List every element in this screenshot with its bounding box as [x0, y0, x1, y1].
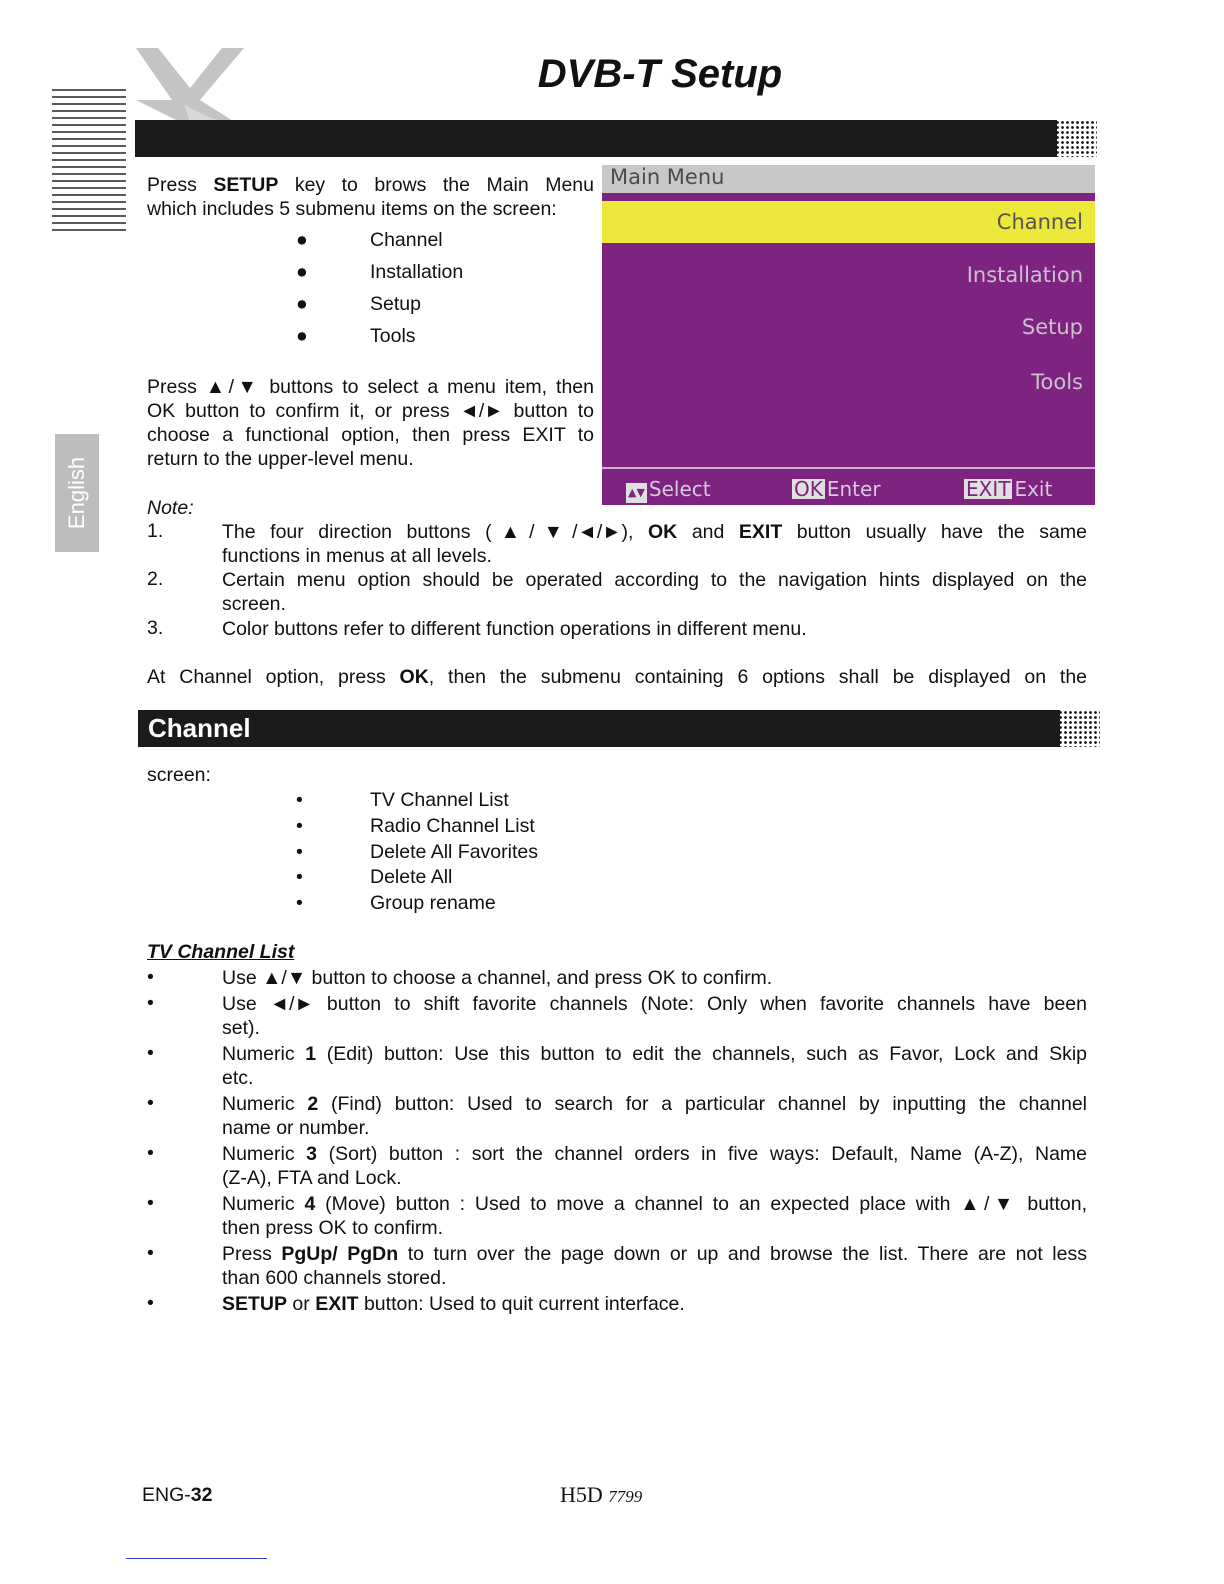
note-number: 1. — [147, 520, 164, 542]
tv-list-bullet-5-line-2: (Z-A), FTA and Lock. — [222, 1167, 402, 1189]
list-item: Group rename — [370, 892, 496, 914]
menu-item-channel: Channel — [996, 210, 1083, 234]
header-bar — [135, 120, 1057, 157]
bullet: ● — [296, 261, 308, 283]
tv-list-bullet-1: Use ▲/▼ button to choose a channel, and press OK to confirm. — [222, 967, 773, 989]
language-tab: English — [55, 434, 99, 552]
main-menu-screenshot — [602, 165, 1095, 505]
arrow-keys-icon: ▲▼ — [626, 483, 647, 503]
bullet: • — [147, 1042, 154, 1064]
menu-item-tools: Tools — [1031, 370, 1083, 394]
tv-list-bullet-8: SETUP or EXIT button: Used to quit current interface. — [222, 1293, 685, 1315]
note-2-line-1: Certain menu option should be operated according to the navigation hints displayed on the — [222, 569, 1087, 591]
brand-logo — [132, 44, 252, 128]
tv-list-bullet-3-line-1: Numeric 1 (Edit) button: Use this button to edit the channels, such as Favor, Lock and Skip — [222, 1043, 1088, 1065]
nav-line-2: OK button to confirm it, or press ◄/► button to — [147, 400, 594, 422]
bullet: ● — [296, 229, 308, 251]
tv-list-bullet-5-line-1: Numeric 3 (Sort) button : sort the channel orders in five ways: Default, Name (A-Z), Name — [222, 1143, 1088, 1165]
bullet: • — [147, 992, 154, 1014]
header-bar-dots — [1055, 120, 1097, 157]
tv-list-bullet-2-line-1: Use ◄/► button to shift favorite channels (Note: Only when favorite channels have been — [222, 993, 1087, 1015]
note-1-line-1: The four direction buttons (▲/▼/◄/►), OK and EXIT button usually have the same — [222, 521, 1087, 543]
note-label: Note: — [147, 497, 194, 519]
bullet: • — [296, 892, 303, 914]
screen-word: screen: — [147, 764, 211, 786]
tv-list-bullet-6-line-2: then press OK to confirm. — [222, 1217, 444, 1239]
tv-list-bullet-3-line-2: etc. — [222, 1067, 254, 1089]
bullet: • — [296, 789, 303, 811]
list-item: Delete All — [370, 866, 453, 888]
bullet: ● — [296, 293, 308, 315]
intro-line-1: Press SETUP key to brows the Main Menu — [147, 174, 594, 196]
section-bar-dots — [1058, 710, 1100, 747]
tv-list-bullet-4-line-2: name or number. — [222, 1117, 370, 1139]
bullet: • — [296, 815, 303, 837]
model-logo: H5D 7799 — [560, 1482, 643, 1507]
bullet: • — [296, 866, 303, 888]
bullet: • — [296, 841, 303, 863]
bullet: ● — [296, 325, 308, 347]
nav-line-1: Press ▲/▼ buttons to select a menu item, then — [147, 376, 594, 398]
tv-list-bullet-7-line-1: Press PgUp/ PgDn to turn over the page down or up and browse the list. There are not less — [222, 1243, 1087, 1265]
tv-list-bullet-4-line-1: Numeric 2 (Find) button: Used to search for a particular channel by inputting the channel — [222, 1093, 1088, 1115]
list-item: Channel — [370, 229, 443, 251]
channel-intro-line: At Channel option, press OK, then the submenu containing 6 options shall be displayed on the — [147, 666, 1088, 688]
bottom-rule — [126, 1558, 267, 1559]
note-number: 2. — [147, 568, 164, 590]
page-title: DVB-T Setup — [537, 52, 783, 96]
hint-select: ▲▼ Select — [628, 477, 711, 501]
list-item: Radio Channel List — [370, 815, 535, 837]
note-2-line-2: screen. — [222, 593, 286, 615]
nav-line-4: return to the upper-level menu. — [147, 448, 414, 470]
section-bar-channel: Channel — [138, 710, 1060, 747]
list-item: TV Channel List — [370, 789, 509, 811]
note-number: 3. — [147, 617, 164, 639]
bullet: • — [147, 966, 154, 988]
intro-line-2: which includes 5 submenu items on the screen: — [147, 198, 557, 220]
bullet: • — [147, 1142, 154, 1164]
menu-divider — [602, 467, 1095, 469]
menu-item-installation: Installation — [966, 263, 1083, 287]
hint-enter: OK Enter — [794, 477, 881, 501]
note-1-line-2: functions in menus at all levels. — [222, 545, 492, 567]
bullet: • — [147, 1192, 154, 1214]
note-3: Color buttons refer to different function operations in different menu. — [222, 618, 807, 640]
bullet: • — [147, 1242, 154, 1264]
tv-list-bullet-7-line-2: than 600 channels stored. — [222, 1267, 447, 1289]
nav-line-3: choose a functional option, then press EXIT to — [147, 424, 594, 446]
page-number: ENG-32 — [142, 1484, 213, 1506]
list-item: Setup — [370, 293, 421, 315]
decorative-stripes — [52, 84, 126, 234]
menu-item-setup: Setup — [1021, 315, 1083, 339]
list-item: Tools — [370, 325, 416, 347]
hint-exit: EXIT Exit — [966, 477, 1053, 501]
tv-list-bullet-2-line-2: set). — [222, 1017, 260, 1039]
list-item: Delete All Favorites — [370, 841, 538, 863]
bullet: • — [147, 1092, 154, 1114]
menu-header: Main Menu — [602, 165, 1095, 193]
bullet: • — [147, 1292, 154, 1314]
list-item: Installation — [370, 261, 464, 283]
tv-list-bullet-6-line-1: Numeric 4 (Move) button : Used to move a channel to an expected place with ▲/▼ button, — [222, 1193, 1088, 1215]
tv-channel-list-heading: TV Channel List — [147, 941, 295, 963]
